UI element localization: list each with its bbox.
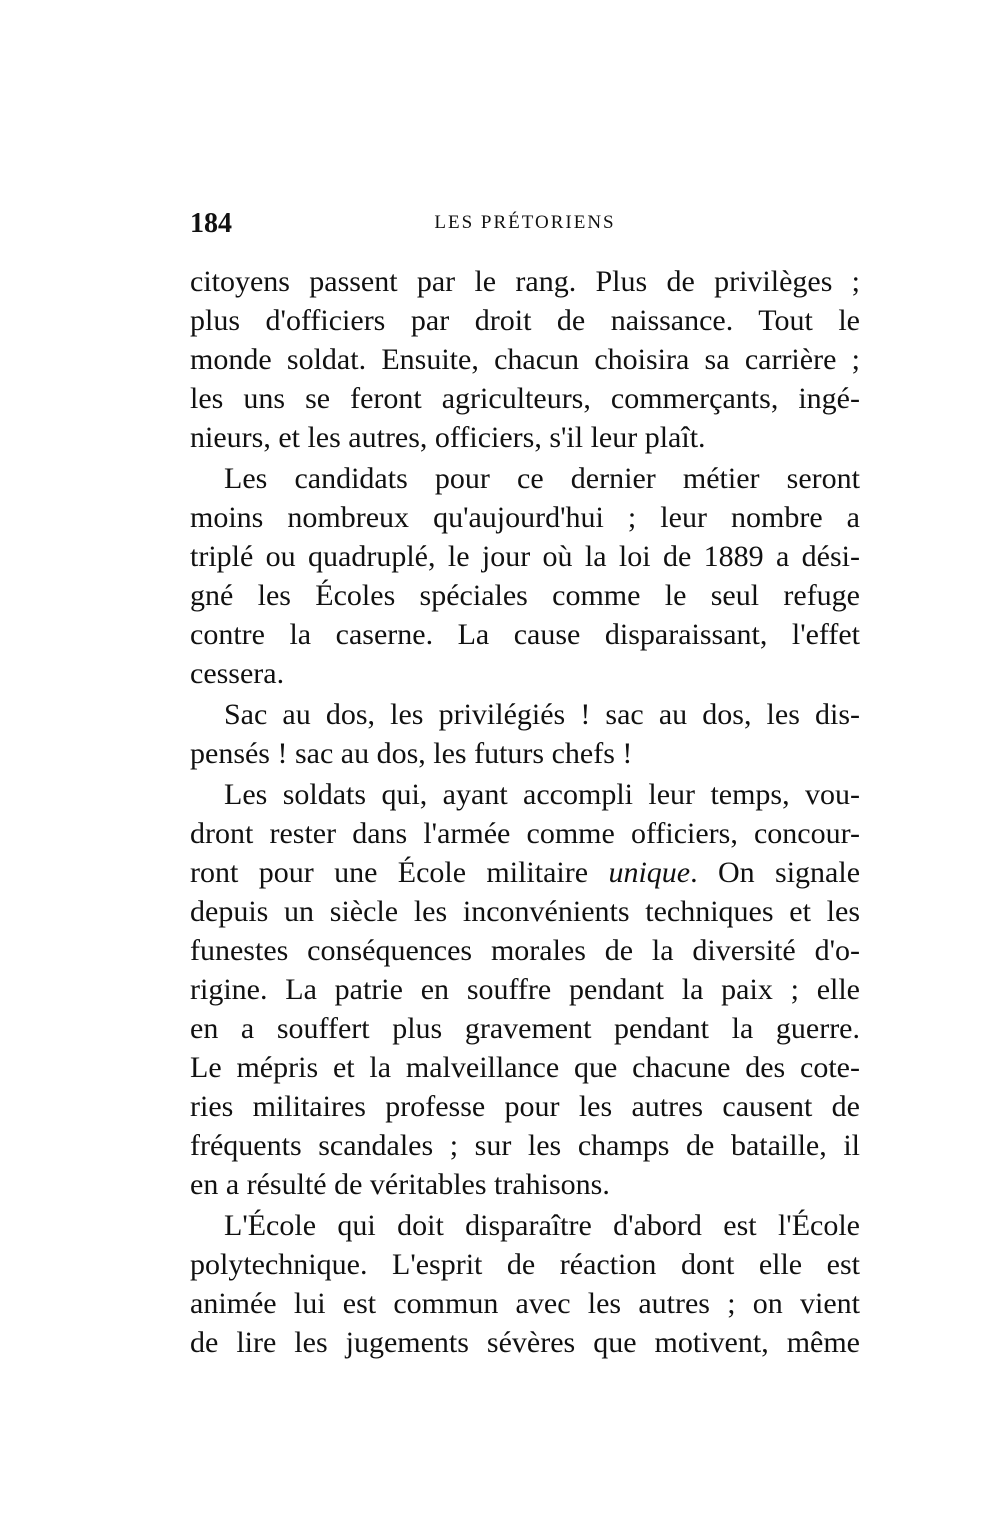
text-line: contre la caserne. La cause disparaissant, l'effet (190, 618, 860, 651)
text-line: polytechnique. L'esprit de réaction dont elle est (190, 1248, 860, 1281)
text-line: plus d'officiers par droit de naissance. Tout le (190, 304, 860, 337)
text-line: moins nombreux qu'aujourd'hui ; leur nombre a (190, 501, 860, 534)
text-line: L'École qui doit disparaître d'abord est l'École (224, 1209, 860, 1242)
text-line: dront rester dans l'armée comme officiers, concour- (190, 817, 860, 850)
text-line (190, 853, 860, 892)
text-line: cessera. (190, 657, 285, 690)
text-line: en a résulté de véritables trahisons. (190, 1168, 610, 1201)
text-line: nieurs, et les autres, officiers, s'il leur plaît. (190, 421, 706, 454)
text-line: ries militaires professe pour les autres causent de (190, 1090, 860, 1123)
text-line: Le mépris et la malveillance que chacune des cote- (190, 1051, 860, 1084)
text-line: de lire les jugements sévères que motivent, même (190, 1326, 860, 1359)
running-title: LES PRÉTORIENS (434, 212, 616, 233)
text-line: Sac au dos, les privilégiés ! sac au dos, les dis- (224, 698, 860, 731)
text-line: pensés ! sac au dos, les futurs chefs ! (190, 737, 633, 770)
text-line: triplé ou quadruplé, le jour où la loi de 1889 a dési- (190, 540, 860, 573)
text-line: Les candidats pour ce dernier métier seront (224, 462, 860, 495)
text-line: funestes conséquences morales de la diversité d'o- (190, 934, 860, 967)
text-line: rigine. La patrie en souffre pendant la paix ; elle (190, 973, 860, 1006)
page-header (190, 208, 860, 244)
text-line: depuis un siècle les inconvénients techniques et les (190, 895, 860, 928)
text-line: gné les Écoles spéciales comme le seul refuge (190, 579, 860, 612)
body-text (190, 262, 860, 1362)
text-line: fréquents scandales ; sur les champs de bataille, il (190, 1129, 860, 1162)
text-line: animée lui est commun avec les autres ; on vient (190, 1287, 860, 1320)
text-line: monde soldat. Ensuite, chacun choisira sa carrière ; (190, 343, 860, 376)
page-number: 184 (190, 208, 232, 239)
text-line: en a souffert plus gravement pendant la guerre. (190, 1012, 860, 1045)
text-line: citoyens passent par le rang. Plus de privilèges ; (190, 265, 860, 298)
text-line: Les soldats qui, ayant accompli leur temps, vou- (224, 778, 860, 811)
text-span: ront pour une École militaire (190, 856, 609, 889)
text-line: les uns se feront agriculteurs, commerçants, ingé- (190, 382, 860, 415)
emphasized-word: unique (608, 856, 691, 889)
text-span: . On signale (690, 856, 861, 889)
